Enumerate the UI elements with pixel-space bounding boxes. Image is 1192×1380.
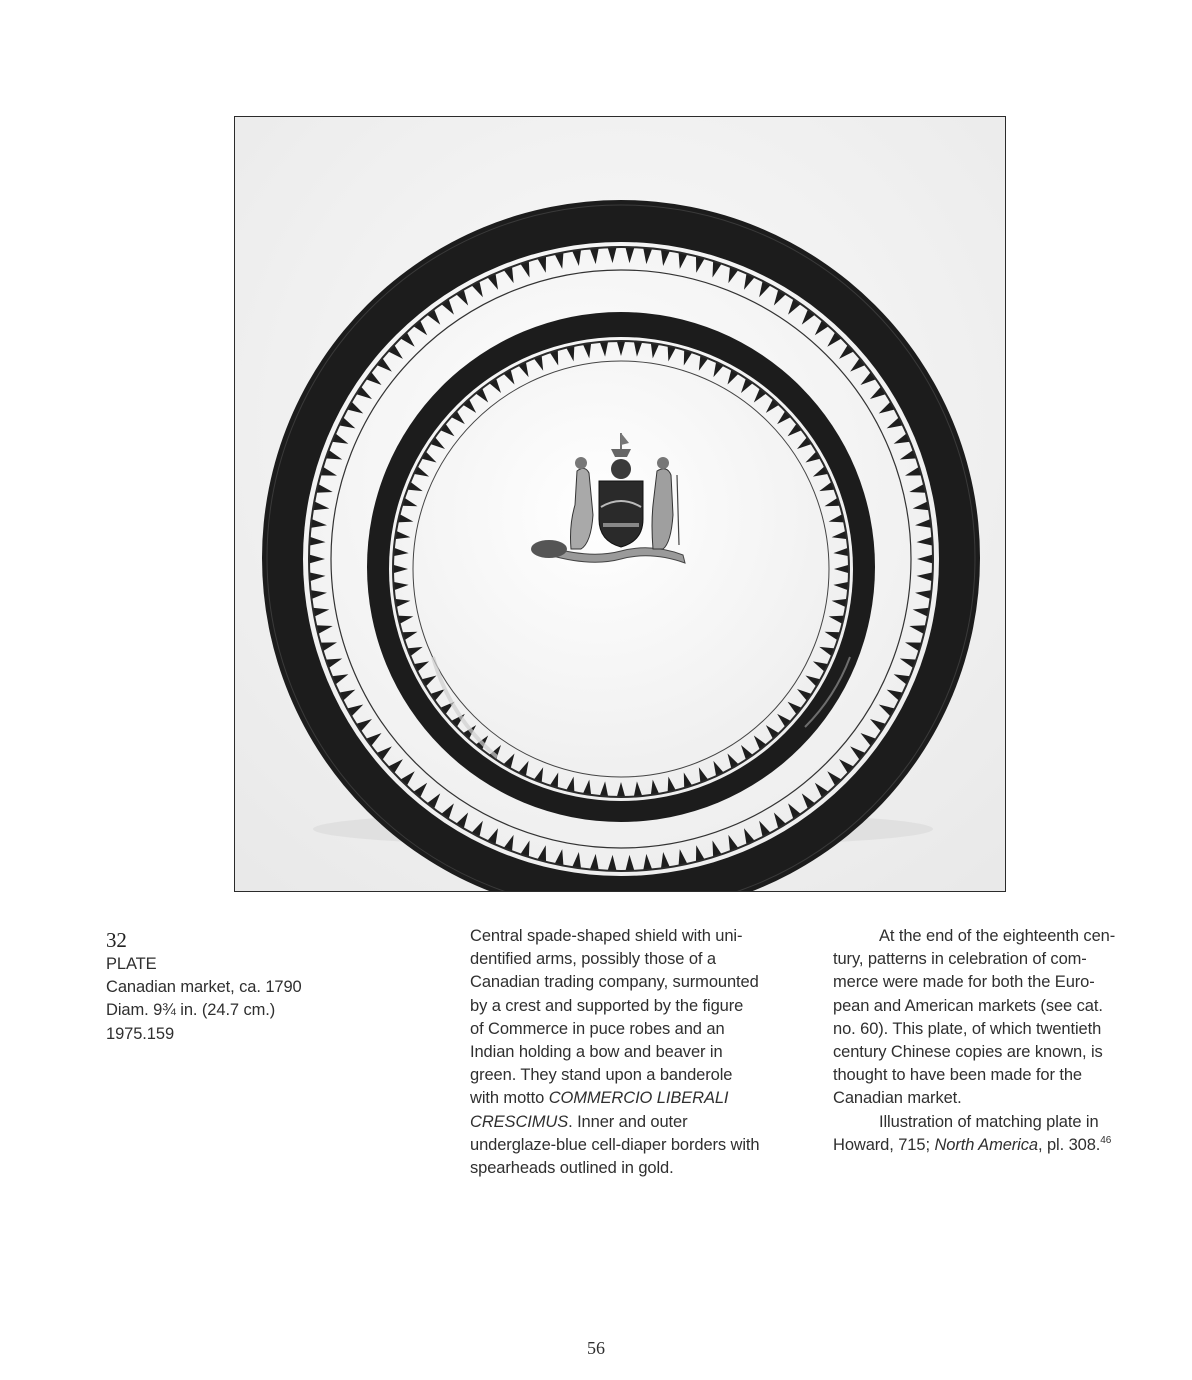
- notes-line: thought to have been made for the: [833, 1066, 1082, 1085]
- notes-line: century Chinese copies are known, is: [833, 1043, 1103, 1062]
- footnote-marker: 46: [1100, 1134, 1112, 1146]
- page-number: 56: [587, 1338, 605, 1358]
- object-type: PLATE: [106, 955, 157, 973]
- dimensions: Diam. 9¾ in. (24.7 cm.): [106, 1001, 276, 1020]
- catalog-number: 32: [106, 928, 127, 952]
- accession-number: 1975.159: [106, 1024, 175, 1043]
- description-line: by a crest and supported by the figure: [470, 996, 744, 1015]
- reference-suffix: , pl. 308.: [1037, 1135, 1101, 1154]
- plate-photograph: [234, 116, 1006, 892]
- description-line: spearheads outlined in gold.: [470, 1159, 674, 1178]
- description-line: Indian holding a bow and beaver in: [470, 1043, 723, 1062]
- motto-text: CRESCIMUS: [470, 1112, 569, 1131]
- description-line: [470, 1111, 788, 1134]
- plate-image: [235, 117, 1005, 891]
- description-line: green. They stand upon a banderole: [470, 1066, 733, 1085]
- notes-line: Canadian market.: [833, 1089, 962, 1108]
- notes-line: Illustration of matching plate in: [879, 1112, 1099, 1131]
- notes-line: tury, patterns in celebration of com-: [833, 950, 1087, 969]
- description-column: [470, 925, 788, 1180]
- description-line: Central spade-shaped shield with uni-: [470, 927, 743, 945]
- description-line: Canadian trading company, surmounted: [470, 973, 759, 992]
- description-line: of Commerce in puce robes and an: [470, 1019, 725, 1038]
- notes-line: merce were made for both the Euro-: [833, 973, 1095, 992]
- description-line: dentified arms, possibly those of a: [470, 950, 716, 969]
- description-line: underglaze-blue cell-diaper borders with: [470, 1135, 760, 1154]
- reference-prefix: Howard, 715;: [833, 1135, 935, 1154]
- motto-prefix: with motto: [470, 1089, 549, 1108]
- notes-line: [833, 1134, 1133, 1157]
- market-date: Canadian market, ca. 1790: [106, 978, 302, 997]
- notes-line: pean and American markets (see cat.: [833, 996, 1103, 1015]
- notes-line: no. 60). This plate, of which twentieth: [833, 1019, 1102, 1038]
- reference-title: North America: [934, 1135, 1038, 1154]
- description-line: [470, 1087, 788, 1110]
- motto-text: COMMERCIO LIBERALI: [548, 1089, 729, 1108]
- notes-column: [833, 925, 1133, 1157]
- motto-suffix: . Inner and outer: [568, 1112, 688, 1131]
- catalog-entry: [106, 927, 426, 1046]
- notes-line: At the end of the eighteenth cen-: [879, 927, 1116, 945]
